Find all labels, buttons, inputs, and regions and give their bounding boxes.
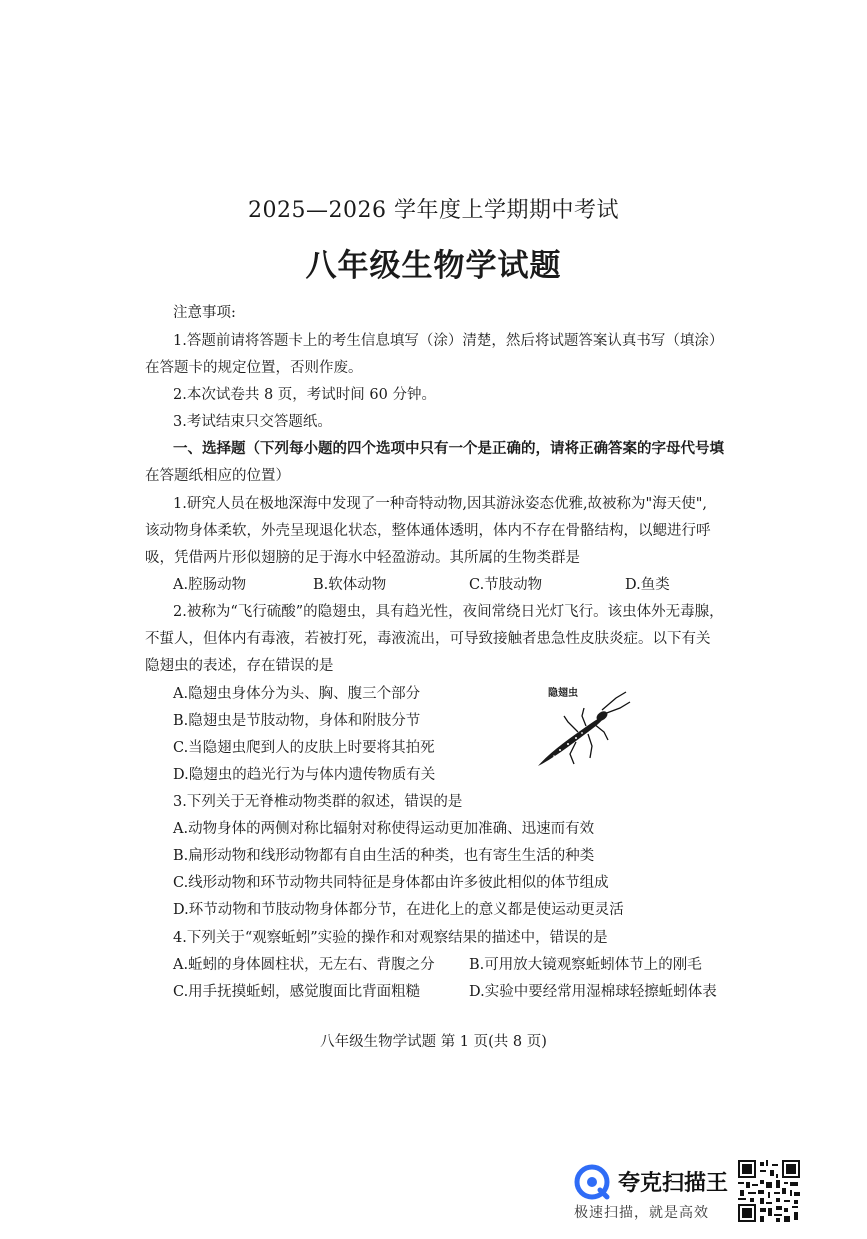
question-2-line-3: 隐翅虫的表述，存在错误的是 (145, 658, 334, 674)
exam-title: 2025—2026 学年度上学期期中考试 (248, 198, 619, 223)
question-1-line-1: 1.研究人员在极地深海中发现了一种奇特动物,因其游泳姿态优雅,故被称为"海天使", (173, 496, 707, 512)
question-3-stem: 3.下列关于无脊椎动物类群的叙述，错误的是 (173, 794, 463, 810)
question-4-stem: 4.下列关于“观察蚯蚓”实验的操作和对观察结果的描述中，错误的是 (173, 930, 608, 946)
qr-code-icon (736, 1158, 802, 1224)
notice-item-2: 2.本次试卷共 8 页，考试时间 60 分钟。 (173, 387, 436, 403)
question-2-option-d: D.隐翅虫的趋光行为与体内遗传物质有关 (173, 767, 436, 783)
question-4-option-b: B.可用放大镜观察蚯蚓体节上的刚毛 (469, 957, 702, 973)
question-4-option-c: C.用手抚摸蚯蚓，感觉腹面比背面粗糙 (173, 984, 421, 1000)
question-1-option-a: A.腔肠动物 (173, 577, 247, 593)
question-1-line-3: 吸，凭借两片形似翅膀的足于海水中轻盈游动。其所属的生物类群是 (145, 550, 580, 566)
question-4-option-a: A.蚯蚓的身体圆柱状，无左右、背腹之分 (173, 957, 435, 973)
question-1-option-c: C.节肢动物 (469, 577, 543, 593)
question-1-option-d: D.鱼类 (625, 577, 670, 593)
question-3-option-d: D.环节动物和节肢动物身体都分节，在进化上的意义都是使运动更灵活 (173, 902, 624, 918)
page-footer: 八年级生物学试题 第 1 页(共 8 页) (320, 1034, 547, 1050)
question-1-option-b: B.软体动物 (313, 577, 387, 593)
question-3-option-c: C.线形动物和环节动物共同特征是身体都由许多彼此相似的体节组成 (173, 875, 609, 891)
notice-item-1-line-2: 在答题卡的规定位置，否则作废。 (145, 360, 363, 376)
question-2-line-1: 2.被称为“飞行硫酸”的隐翅虫，具有趋光性，夜间常绕日光灯飞行。该虫体外无毒腺， (173, 604, 724, 620)
question-2-option-a: A.隐翅虫身体分为头、胸、腹三个部分 (173, 686, 421, 702)
rove-beetle-illustration (530, 680, 640, 775)
rove-beetle-figure (530, 680, 640, 775)
question-3-option-b: B.扁形动物和线形动物都有自由生活的种类，也有寄生生活的种类 (173, 848, 595, 864)
quark-logo-icon (574, 1164, 610, 1200)
figure-label: 隐翅虫 (548, 688, 578, 699)
scanner-watermark (574, 1162, 734, 1222)
question-3-option-a: A.动物身体的两侧对称比辐射对称使得运动更加准确、迅速而有效 (173, 821, 595, 837)
brand-name: 夸克扫描王 (618, 1171, 729, 1196)
exam-subject-title: 八年级生物学试题 (305, 248, 562, 284)
notice-item-1-line-1: 1.答题前请将答题卡上的考生信息填写（涂）清楚，然后将试题答案认真书写（填涂） (173, 333, 724, 349)
question-4-option-d: D.实验中要经常用湿棉球轻擦蚯蚓体表 (469, 984, 717, 1000)
question-2-option-c: C.当隐翅虫爬到人的皮肤上时要将其拍死 (173, 740, 435, 756)
notice-heading: 注意事项: (173, 305, 236, 321)
question-2-option-b: B.隐翅虫是节肢动物，身体和附肢分节 (173, 713, 421, 729)
question-1-line-2: 该动物身体柔软，外壳呈现退化状态，整体通体透明，体内不存在骨骼结构，以鳃进行呼 (145, 523, 711, 539)
section-heading-line-1: 一、选择题（下列每小题的四个选项中只有一个是正确的，请将正确答案的字母代号填 (173, 440, 724, 457)
notice-item-3: 3.考试结束只交答题纸。 (173, 414, 332, 430)
question-2-line-2: 不蜇人，但体内有毒液，若被打死，毒液流出，可导致接触者患急性皮肤炎症。以下有关 (145, 631, 711, 647)
brand-slogan: 极速扫描，就是高效 (574, 1205, 709, 1221)
section-heading-line-2: 在答题纸相应的位置） (145, 468, 290, 484)
